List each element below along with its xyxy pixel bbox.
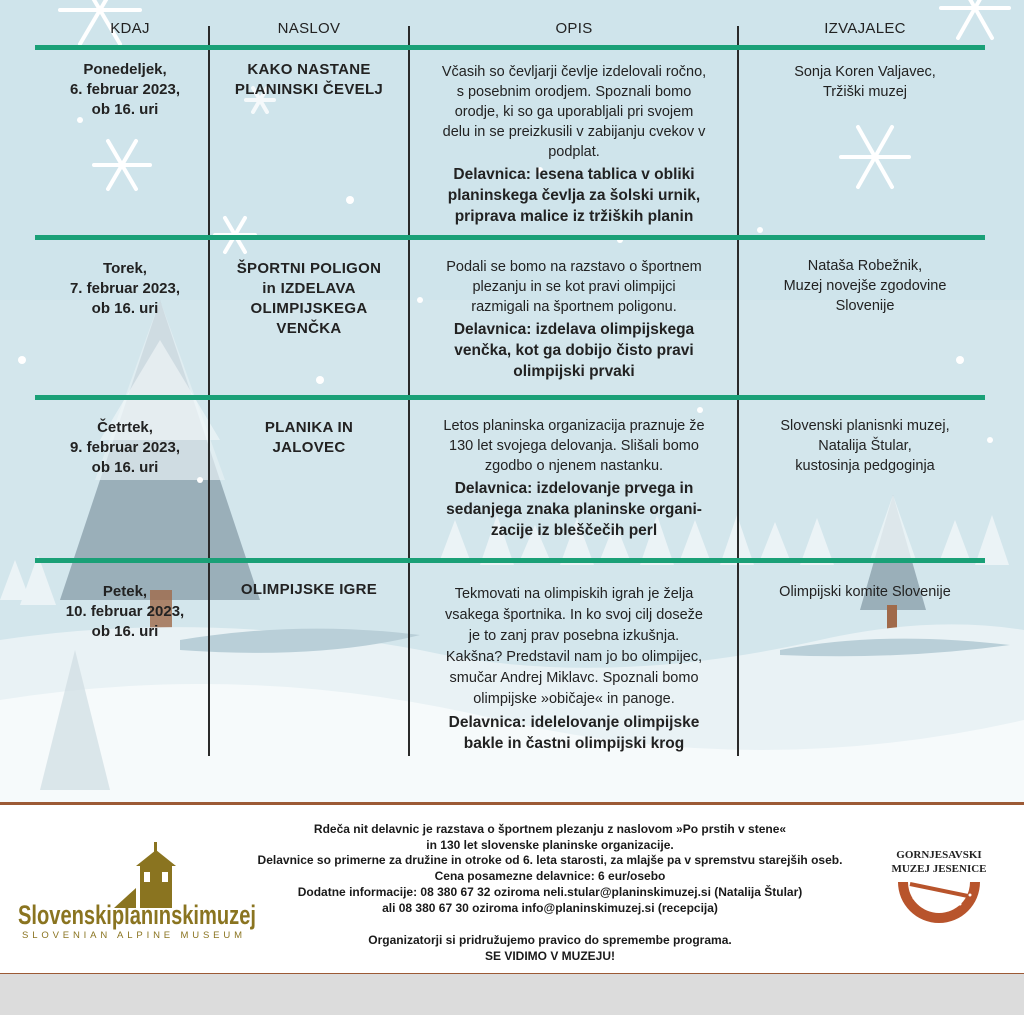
row-performer: Nataša Robežnik, Muzej novejše zgodovine Slovenije [783, 258, 947, 314]
footer-line: SE VIDIMO V MUZEJU! [484, 949, 615, 963]
footer-line: Cena posamezne delavnice: 6 eur/osebo [434, 869, 666, 883]
row-performer: Sonja Koren Valjavec, Tržiški muzej [794, 64, 936, 100]
row-when: Petek, 10. februar 2023, ob 16. uri [65, 583, 185, 640]
row-description: Letos planinska organizacija praznuje že 130 let svojega delovanja. Slišali bomo zgodbo o njenem nastanku. Delavnica: izdelovanje prvega in sedanjega znaka planinske organi- zacije iz bleščečih perl [412, 416, 736, 541]
footer-line: ali 08 380 67 30 oziroma info@planinskimuzej.si (recepcija) [382, 901, 718, 915]
row-performer: Slovenski planisnki muzej, Natalija Štular, kustosinja pedgoginja [780, 418, 950, 474]
header-when: KDAJ [110, 20, 150, 37]
footer-line: Rdeča nit delavnic je razstava o športnem plezanju z naslovom »Po prstih v stene« [313, 822, 787, 836]
row-description: Podali se bomo na razstavo o športnem plezanju in se kot pravi olimpijci razmigali na športnem poligonu. Delavnica: izdelava olimpijskega venčka, kot ga dobijo čisto pravi olimpijski prvaki [412, 257, 736, 382]
row-description: Tekmovati na olimpiskih igrah je želja vsakega športnika. In ko svoj cilj doseže je to zanj prav posebna izkušnja. Kakšna? Predstavil nam jo bo olimpijec, smučar Andrej Miklavc. Spoznali bomo olimpijske »običaje« in panoge. Delavnica: idelelovanje olimpijske bakle in častni olimpijski krog [412, 584, 736, 754]
row-performer: Olimpijski komite Slovenije [779, 584, 951, 600]
row-title: OLIMPIJSKE IGRE [240, 581, 378, 598]
footer-line: Delavnice so primerne za družine in otroke od 6. leta starosti, za mlajše pa v spremstvu starejših oseb. [257, 853, 843, 867]
row-separator [35, 558, 985, 563]
workshop-text: Delavnica: izdelovanje prvega in sedanjega znaka planinske organi- zacije iz bleščečih perl [446, 480, 702, 539]
row-description: Včasih so čevljarji čevlje izdelovali ročno, s posebnim orodjem. Spoznali bomo orodje, ki so ga uporabljali pri svojem delu in se preizkusili v zabijanju cvekov v podplat. Delavnica: lesena tablica v obliki planinskega čevlja za šolski urnik, priprava malice iz tržiških planin [412, 62, 736, 227]
svg-text:Slovenskiplaninskimuzej: Slovenskiplaninskimuzej [18, 900, 256, 930]
footer-line: Dodatne informacije: 08 380 67 32 oziroma neli.stular@planinskimuzej.si (Natalija Štular) [297, 885, 803, 899]
column-divider [208, 26, 210, 756]
row-separator [35, 235, 985, 240]
workshop-text: Delavnica: lesena tablica v obliki planinskega čevlja za šolski urnik, priprava malice iz tržiških planin [447, 166, 701, 225]
workshop-text: Delavnica: izdelava olimpijskega venčka, kot ga dobijo čisto pravi olimpijski prvaki [453, 321, 695, 380]
svg-text:MUZEJ JESENICE: MUZEJ JESENICE [891, 863, 987, 875]
row-separator [35, 395, 985, 400]
svg-text:SLOVENIAN ALPINE MUSEUM: SLOVENIAN ALPINE MUSEUM [22, 930, 243, 941]
svg-text:GORNJESAVSKI: GORNJESAVSKI [896, 849, 982, 861]
header-performer: IZVAJALEC [824, 20, 906, 37]
header-title: NASLOV [277, 20, 341, 37]
row-title: KAKO NASTANE PLANINSKI ČEVELJ [234, 61, 384, 98]
footer-line: in 130 let slovenske planinske organizacije. [426, 838, 674, 852]
row-separator [35, 45, 985, 50]
row-when: Četrtek, 9. februar 2023, ob 16. uri [69, 419, 181, 476]
gornjesavski-muzej-logo [884, 840, 994, 940]
alpine-museum-logo [18, 842, 258, 942]
row-title: ŠPORTNI POLIGON in IZDELAVA OLIMPIJSKEGA VENČKA [236, 260, 382, 337]
column-divider [408, 26, 410, 756]
row-title: PLANIKA IN JALOVEC [264, 419, 354, 456]
row-when: Torek, 7. februar 2023, ob 16. uri [69, 260, 181, 317]
workshop-text: Delavnica: idelelovanje olimpijske bakle in častni olimpijski krog [448, 714, 700, 752]
footer-line: Organizatorji si pridružujemo pravico do spremembe programa. [368, 933, 732, 947]
row-when: Ponedeljek, 6. februar 2023, ob 16. uri [69, 61, 181, 118]
column-divider [737, 26, 739, 756]
header-desc: OPIS [555, 20, 593, 37]
bottom-band [0, 974, 1024, 1015]
